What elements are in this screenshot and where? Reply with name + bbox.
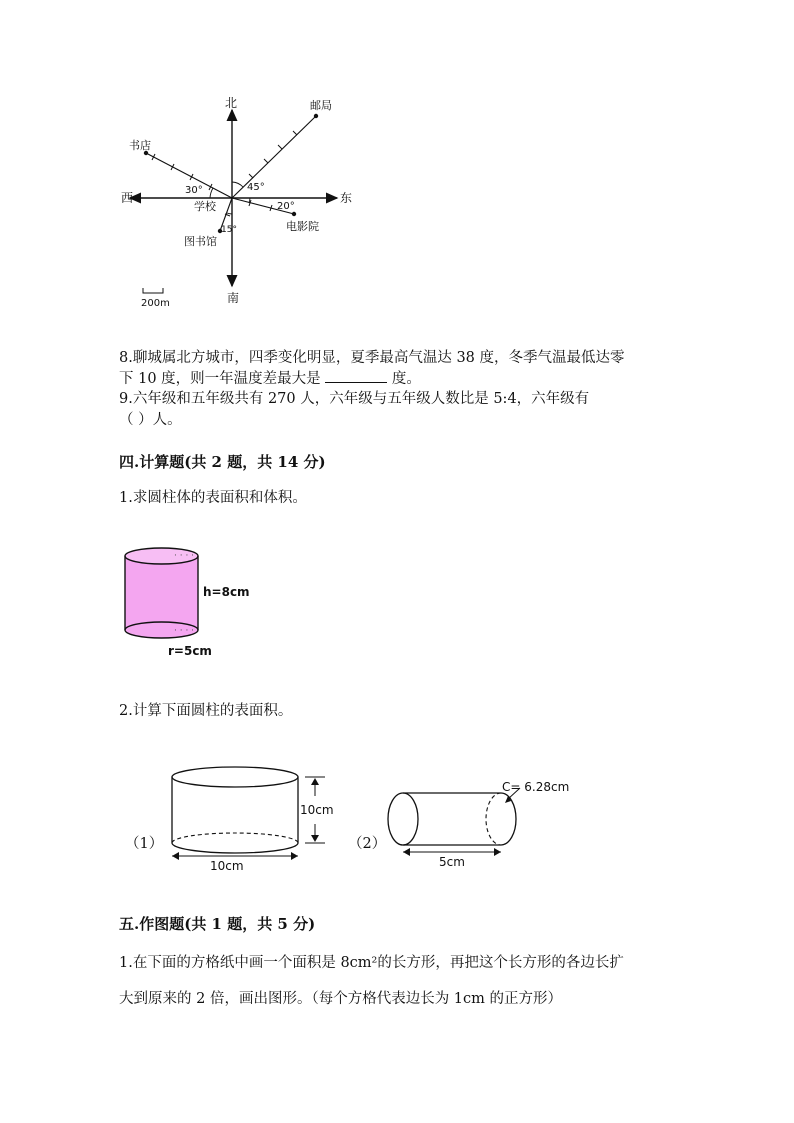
cinema-point [292, 212, 296, 216]
section-4-question-2: 2.计算下面圆柱的表面积。 [119, 703, 293, 719]
section-4-question-1: 1.求圆柱体的表面积和体积。 [119, 490, 307, 506]
length-label: 5cm [439, 855, 465, 869]
direction-map [110, 90, 370, 315]
angle-label-cinema: 20° [277, 201, 295, 212]
svg-text:· · · ·: · · · · [174, 626, 195, 636]
post-office-line [232, 116, 316, 198]
angle-arc-bookstore [210, 188, 213, 198]
cylinder-figure-1 [118, 540, 258, 665]
height-label-2: 10cm [300, 803, 334, 817]
label-east: 东 [340, 191, 353, 205]
section-5-question-1-line1: 1.在下面的方格纸中画一个面积是 8cm²的长方形，再把这个长方形的各边长扩 [119, 955, 624, 971]
post-office-point [314, 114, 318, 118]
angle-arc-post [232, 182, 243, 187]
scale-bar [143, 288, 163, 293]
answer-blank[interactable] [325, 368, 387, 383]
cylinder-body [125, 556, 198, 630]
question-9-line1: 9.六年级和五年级共有 270 人，六年级与五年级人数比是 5:4，六年级有 [119, 391, 590, 407]
angle-label-post: 45° [247, 182, 265, 193]
angle-label-library: 15° [221, 225, 237, 235]
label-post-office: 邮局 [310, 99, 332, 112]
label-bookstore: 书店 [129, 139, 151, 152]
width-label-2: 10cm [210, 859, 244, 873]
cylinder-figure-3 [385, 775, 575, 870]
circumference-label: C= 6.28cm [502, 780, 570, 794]
question-8-line1: 8.聊城属北方城市，四季变化明显，夏季最高气温达 38 度，冬季气温最低达零 [119, 350, 625, 366]
figure-label-1: （1） [125, 836, 164, 852]
section-5-question-1-line2: 大到原来的 2 倍，画出图形。（每个方格代表边长为 1cm 的正方形） [119, 991, 563, 1007]
question-9-line2: （ ）人。 [119, 412, 182, 428]
height-label: h=8cm [203, 585, 250, 599]
section-5-title: 五.作图题(共 1 题，共 5 分) [119, 915, 316, 933]
question-8-text: 下 10 度，则一年温度差最大是 [119, 371, 326, 387]
label-south: 南 [227, 291, 240, 305]
scale-ticks [152, 131, 297, 216]
question-8-unit: 度。 [387, 371, 421, 387]
svg-text:· · · ·: · · · · [174, 551, 195, 561]
angle-label-bookstore: 30° [185, 185, 203, 196]
label-school: 学校 [194, 200, 216, 213]
figure-label-2: （2） [348, 836, 387, 852]
label-cinema: 电影院 [286, 220, 319, 233]
label-west: 西 [121, 191, 134, 205]
question-8-line2 [119, 368, 421, 390]
scale-label: 200m [141, 298, 170, 309]
cylinder-figure-2 [165, 760, 350, 875]
radius-label: r=5cm [168, 644, 212, 658]
angle-arc-library [227, 213, 232, 214]
section-4-title: 四.计算题(共 2 题，共 14 分) [119, 453, 326, 471]
label-north: 北 [225, 96, 238, 110]
label-library: 图书馆 [184, 235, 217, 248]
